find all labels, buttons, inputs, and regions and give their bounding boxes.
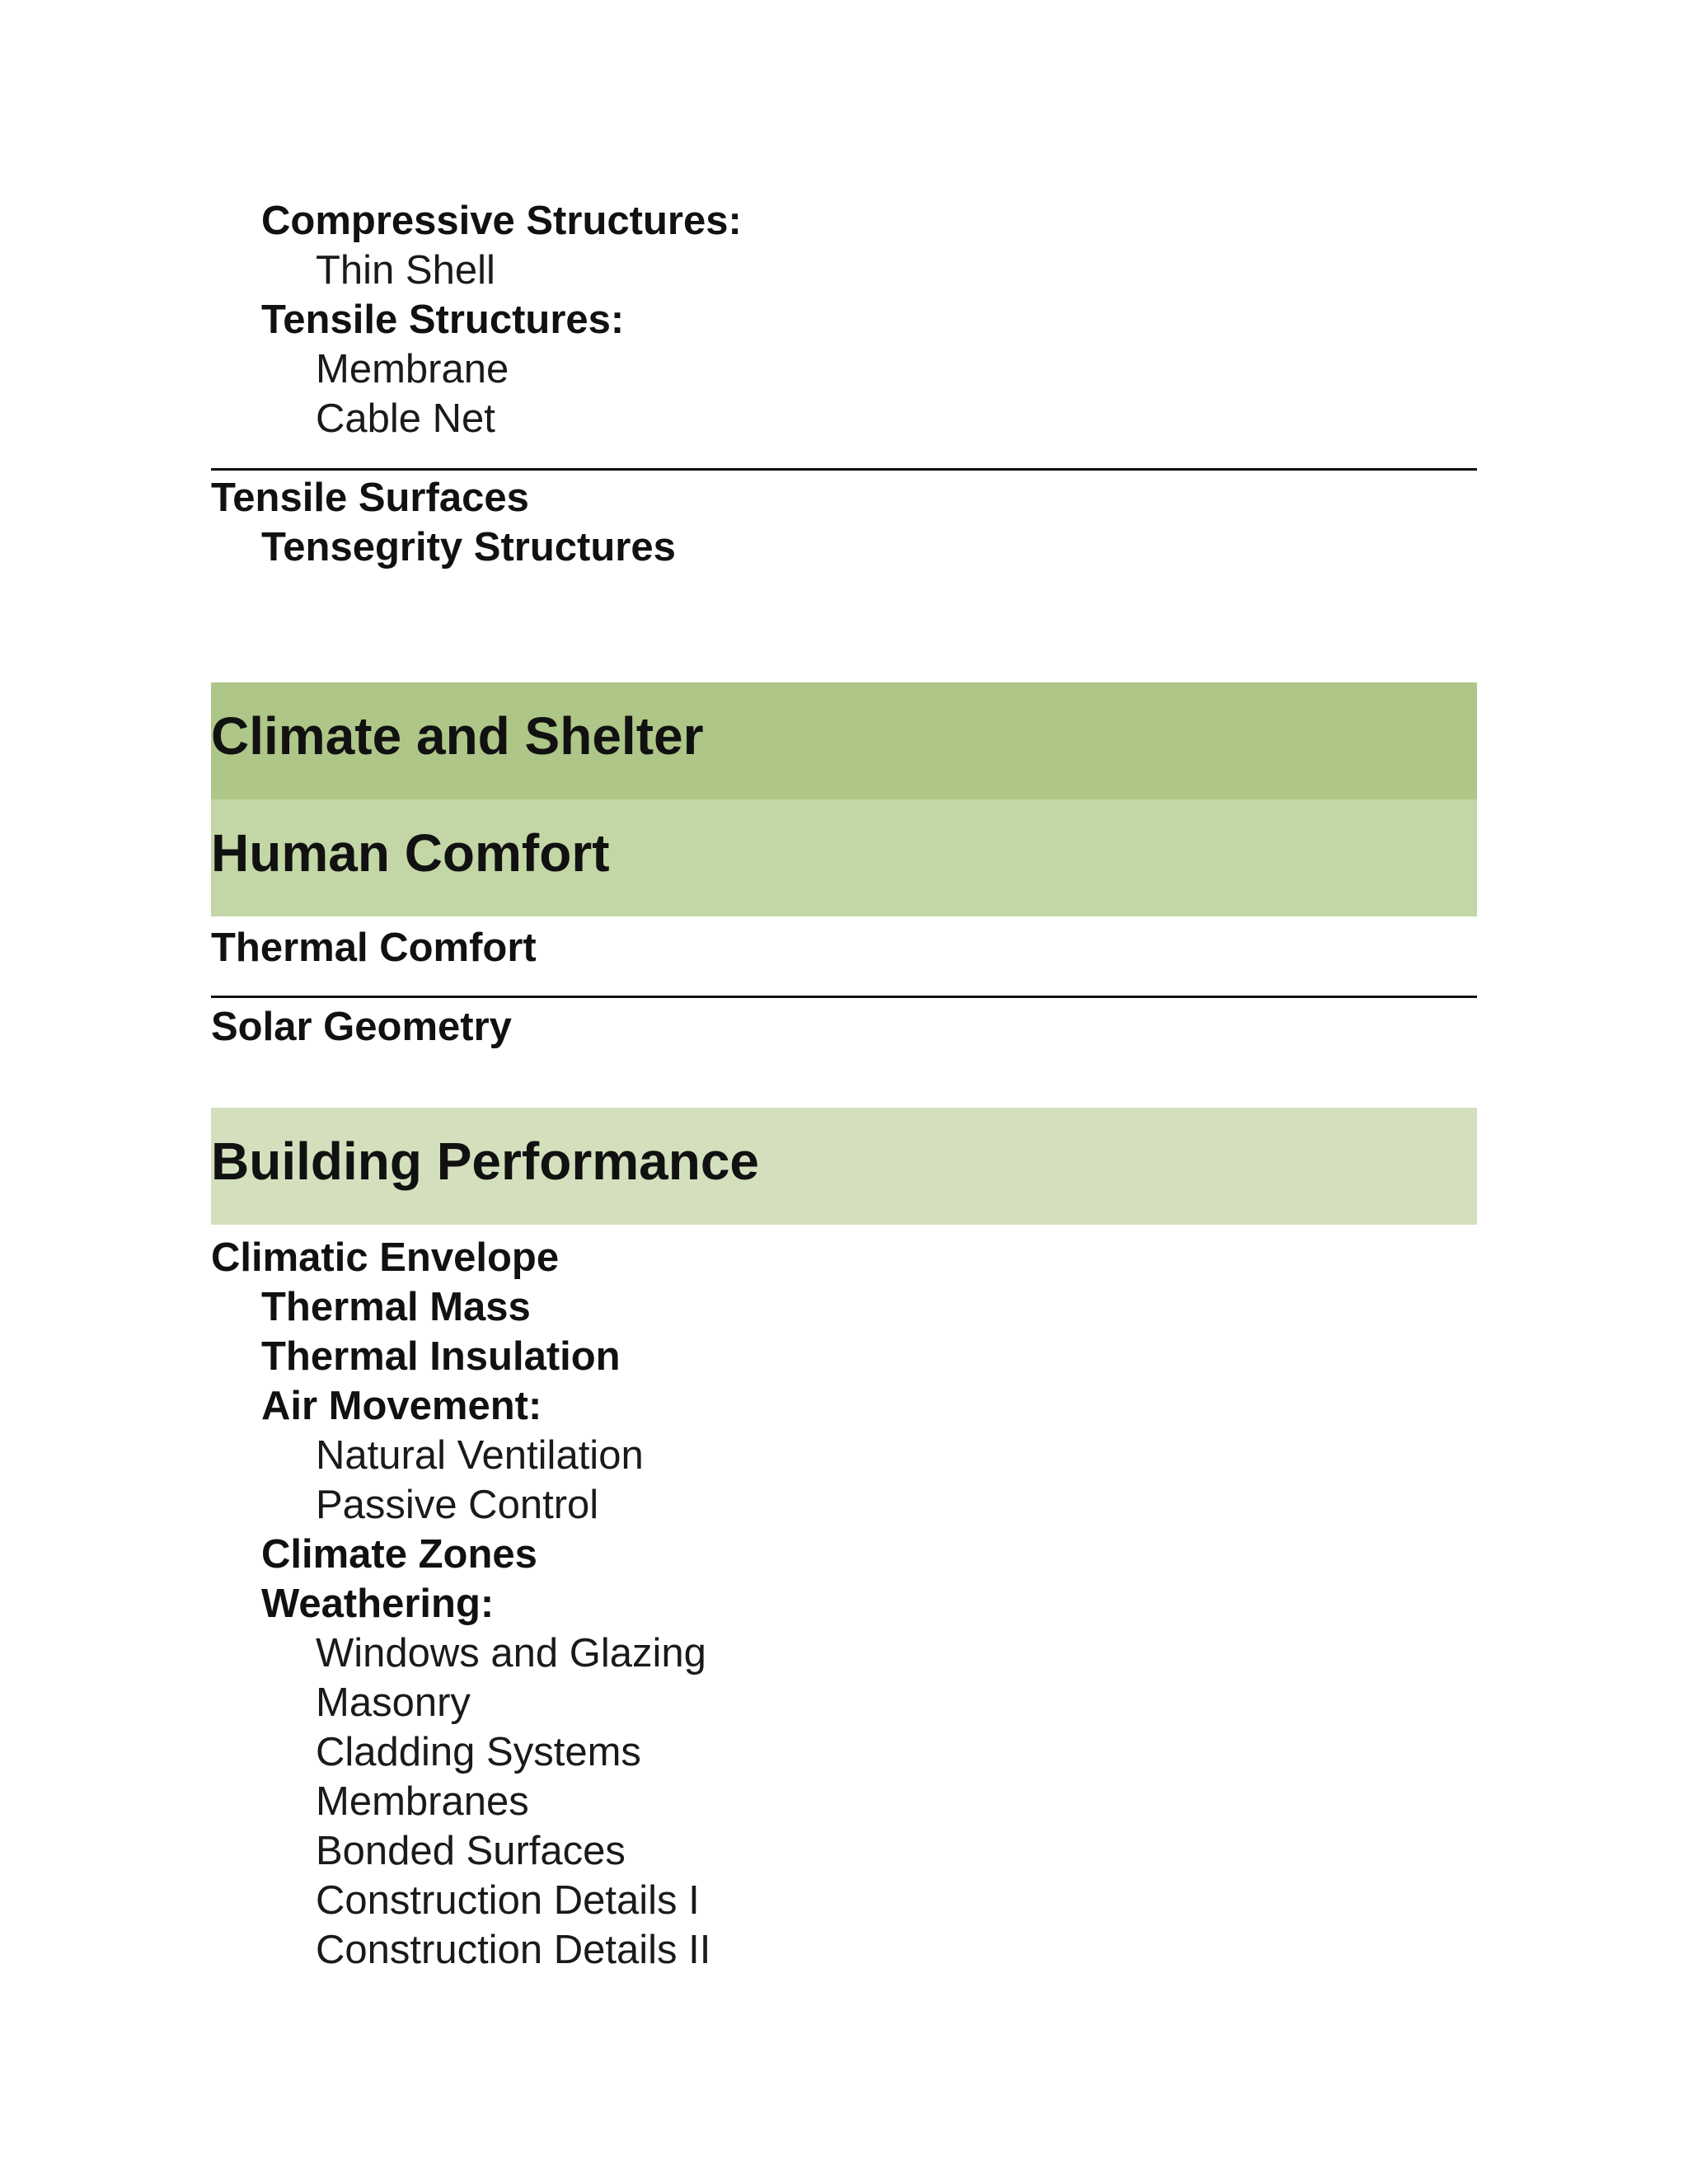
weathering-heading: Weathering: [261, 1582, 495, 1626]
solar-geometry-heading: Solar Geometry [211, 1005, 512, 1049]
cable-net-item: Cable Net [316, 396, 495, 441]
building-performance-band [211, 1108, 1477, 1225]
weathering-item: Membranes [316, 1779, 529, 1824]
air-movement-heading: Air Movement: [261, 1384, 542, 1428]
weathering-item: Bonded Surfaces [316, 1829, 626, 1873]
weathering-item: Windows and Glazing [316, 1631, 706, 1675]
human-comfort-title: Human Comfort [211, 823, 610, 883]
human-comfort-band [211, 799, 1477, 916]
weathering-item: Masonry [316, 1680, 471, 1725]
weathering-item: Construction Details II [316, 1928, 711, 1972]
weathering-item: Construction Details I [316, 1878, 700, 1923]
membrane-item: Membrane [316, 347, 509, 391]
climate-and-shelter-title: Climate and Shelter [211, 706, 704, 766]
passive-control-item: Passive Control [316, 1483, 599, 1527]
tensile-structures-heading: Tensile Structures: [261, 298, 625, 342]
divider [211, 468, 1477, 471]
tensile-surfaces-heading: Tensile Surfaces [211, 476, 529, 520]
compressive-structures-heading: Compressive Structures: [261, 199, 742, 243]
divider [211, 996, 1477, 998]
thermal-mass-item: Thermal Mass [261, 1285, 531, 1329]
natural-ventilation-item: Natural Ventilation [316, 1433, 644, 1478]
climate-and-shelter-band [211, 682, 1477, 799]
thin-shell-item: Thin Shell [316, 248, 495, 293]
thermal-comfort-heading: Thermal Comfort [211, 926, 537, 970]
weathering-item: Cladding Systems [316, 1730, 641, 1774]
tensegrity-structures-item: Tensegrity Structures [261, 525, 676, 569]
thermal-insulation-item: Thermal Insulation [261, 1334, 621, 1379]
climate-zones-item: Climate Zones [261, 1532, 537, 1577]
building-performance-title: Building Performance [211, 1132, 759, 1191]
climatic-envelope-heading: Climatic Envelope [211, 1235, 560, 1280]
